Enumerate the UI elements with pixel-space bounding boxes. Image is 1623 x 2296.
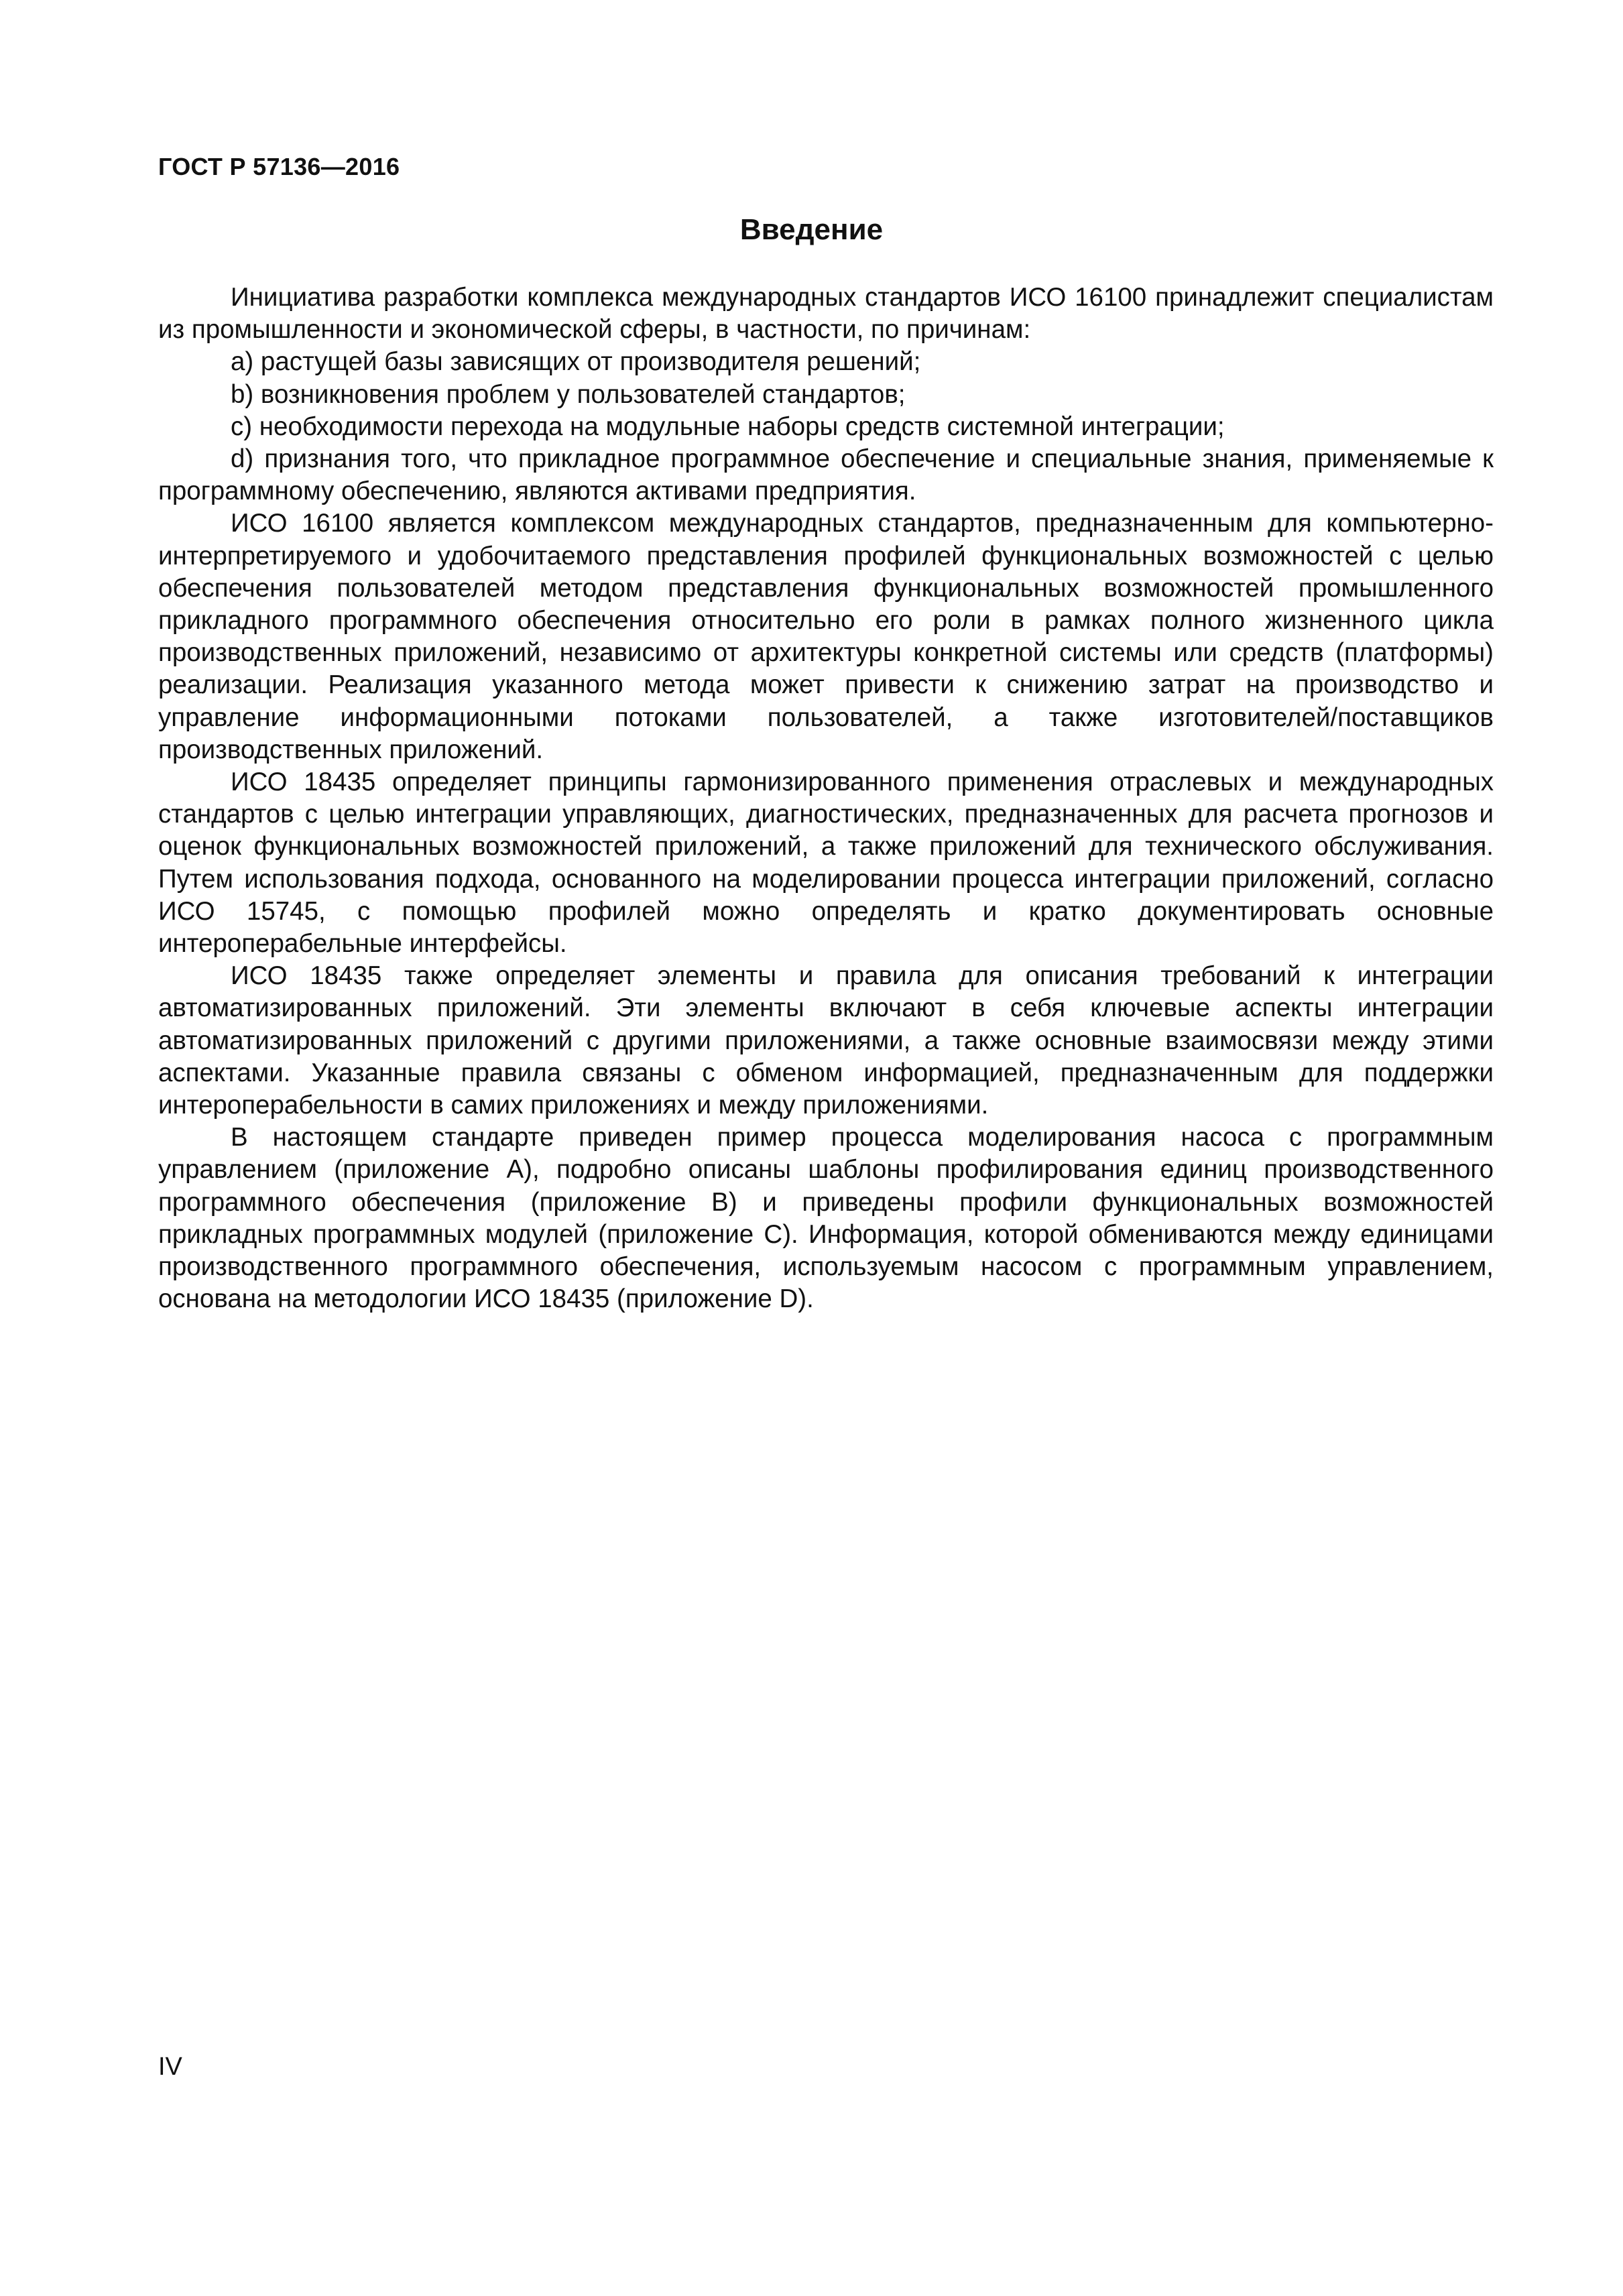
paragraph-this-standard: В настоящем стандарте приведен пример процесса моделирования насоса с программным управлением (приложение А), подробно описаны шаблоны профилирования единиц производственного программного обеспечения (приложение В) и приведены профили функциональных возможностей прикладных программных модулей (приложение С). Информация, которой обмениваются между единицами производственного программного обеспечения, используемым насосом с программным управлением, основана на методологии ИСО 18435 (приложение D). [158,1123,1494,1314]
section-title: Введение [739,213,884,246]
list-item-a: a) растущей базы зависящих от производителя решений; [231,347,921,377]
paragraph-iso-18435-principles: ИСО 18435 определяет принципы гармонизированного применения отраслевых и международных стандартов с целью интеграции управляющих, диагностических, предназначенных для расчета прогнозов и оценок функциональных возможностей приложений, а также приложений для технического обслуживания. Путем использования подхода, основанного на моделировании процесса интеграции приложений, согласно ИСО 15745, с помощью профилей можно определять и кратко документировать основные интероперабельные интерфейсы. [158,768,1494,959]
page-number: IV [158,2053,182,2081]
paragraph-iso-16100: ИСО 16100 является комплексом международных стандартов, предназначенным для компьютерно-интерпретируемого и удобочитаемого представления профилей функциональных возможностей с целью обеспечения пользователей методом представления функциональных возможностей промышленного прикладного программного обеспечения относительно его роли в рамках полного жизненного цикла производственных приложений, независимо от архитектуры конкретной системы или средств (платформы) реализации. Реализация указанного метода может привести к снижению затрат на производство и управление информационными потоками пользователей, а также изготовителей/поставщиков производственных приложений. [158,509,1494,764]
list-item-d: d) признания того, что прикладное программное обеспечение и специальные знания, применяемые к программному обеспечению, являются активами предприятия. [158,444,1494,506]
paragraph-intro: Инициатива разработки комплекса международных стандартов ИСО 16100 принадлежит специалистам из промышленности и экономической сферы, в частности, по причинам: [158,283,1494,345]
list-item-c: c) необходимости перехода на модульные наборы средств системной интеграции; [231,412,1225,441]
document-header-id: ГОСТ Р 57136—2016 [158,153,400,180]
document-body [158,282,1494,1316]
paragraph-iso-18435-elements: ИСО 18435 также определяет элементы и правила для описания требований к интеграции автоматизированных приложений. Эти элементы включают в себя ключевые аспекты интеграции автоматизированных приложений с другими приложениями, а также основные взаимосвязи между этими аспектами. Указанные правила связаны с обменом информацией, предназначенным для поддержки интероперабельности в самих приложениях и между приложениями. [158,961,1494,1120]
list-item-b: b) возникновения проблем у пользователей стандартов; [231,379,906,409]
